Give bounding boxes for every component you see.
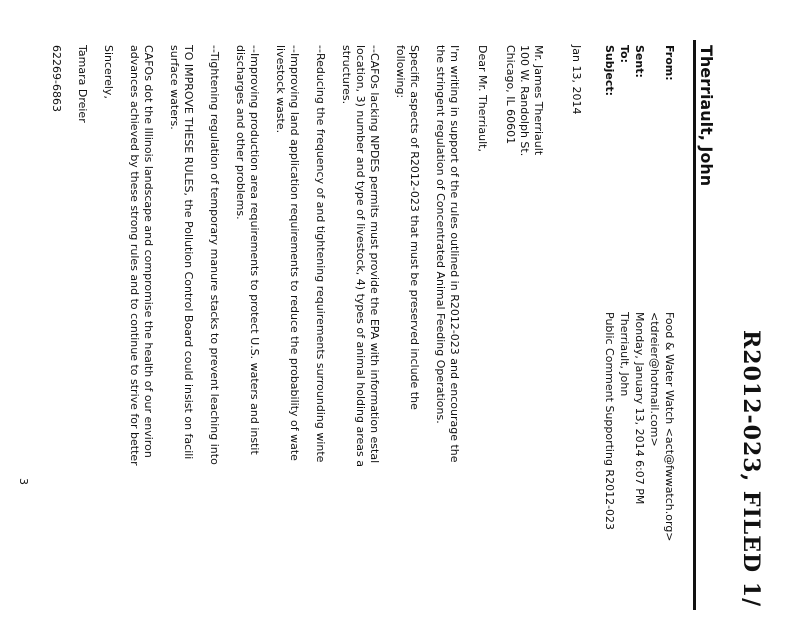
paragraph-5-line-1: --Improving land application requirements to reduce the probability of wate (288, 45, 301, 461)
paragraph-8-line-1: TO IMPROVE THESE RULES, the Pollution Control Board could insist on facili (182, 45, 195, 460)
paragraph-3-line-1: --CAFOs lacking NPDES permits must provide the EPA with information estal (368, 45, 381, 464)
signer-phone: 62269-6863 (50, 45, 63, 112)
subject-label: Subject: (603, 45, 616, 97)
filing-stamp: R2012-023, FILED 1/ (738, 330, 764, 608)
paragraph-9-line-1: CAFOs dot the Illinois landscape and compromise the health of our environ (142, 45, 155, 458)
paragraph-4-line-1: --Reducing the frequency of and tightening requirements surrounding winte (314, 45, 327, 463)
address-line-1: Mr. James Therriault (532, 45, 545, 156)
header-rule (693, 40, 696, 610)
paragraph-2-line-1: Specific aspects of R2012-023 that must be preserved include the (408, 45, 421, 410)
from-label: From: (663, 45, 676, 81)
paragraph-1-line-2: the stringent regulation of Concentrated Animal Feeding Operations. (434, 45, 447, 424)
to-label: To: (618, 45, 631, 63)
from-value-email: <tdreier@hotmail.com> (648, 312, 661, 447)
sent-value: Monday, January 13, 2014 6:07 PM (633, 312, 646, 505)
signer-name: Tamara Dreier (76, 45, 89, 123)
paragraph-6-line-1: --Improving production area requirements to protect U.S. waters and instit (248, 45, 261, 455)
paragraph-3-line-2: location, 3) number and type of livestock, 4) types of animal holding areas a (354, 45, 367, 467)
paragraph-5-line-2: livestock waste. (274, 45, 287, 134)
paragraph-2-line-2: following: (394, 45, 407, 99)
paragraph-8-line-2: surface waters. (168, 45, 181, 130)
paragraph-1-line-1: I'm writing in support of the rules outlined in R2012-023 and encourage the (448, 45, 461, 463)
subject-value: Public Comment Supporting R2012-023 (603, 312, 616, 531)
to-value: Therriault, John (618, 312, 631, 397)
address-line-2: 100 W. Randolph St. (518, 45, 531, 157)
closing: Sincerely, (102, 45, 115, 99)
paragraph-7-line-1: --Tightening regulation of temporary manure stacks to prevent leaching into (208, 45, 221, 465)
paragraph-6-line-2: discharges and other problems. (234, 45, 247, 220)
salutation: Dear Mr. Therriault, (476, 45, 489, 152)
page-number: 3 (17, 478, 30, 485)
paragraph-9-line-2: advances achieved by these strong rules and to continue to strive for better (128, 45, 141, 466)
address-line-3: Chicago, IL 60601 (504, 45, 517, 145)
recipient-name-heading: Therriault, John (697, 45, 716, 187)
letter-date: Jan 13, 2014 (570, 45, 583, 115)
sent-label: Sent: (633, 45, 646, 78)
from-value: Food & Water Watch <act@fwwatch.org> (663, 312, 676, 542)
paragraph-3-line-3: structures. (340, 45, 353, 105)
